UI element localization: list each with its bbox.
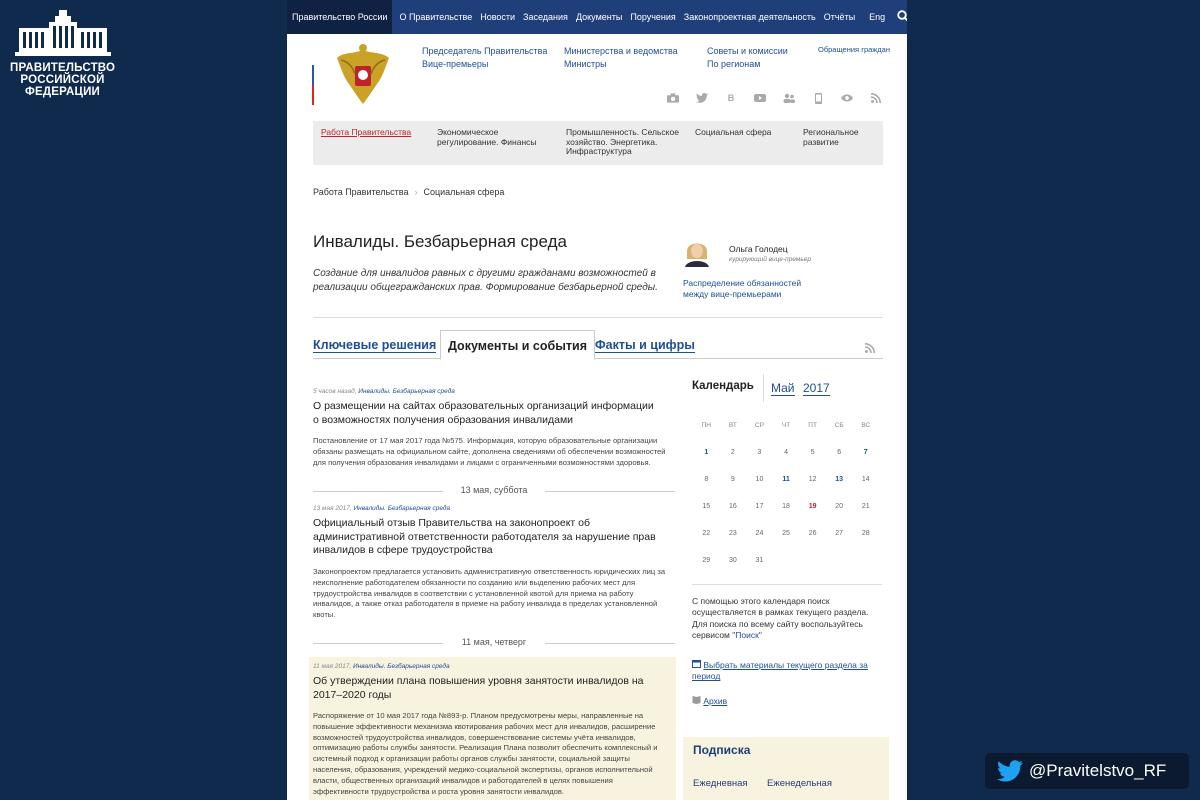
- news-meta: [313, 388, 455, 395]
- content-tabs: [313, 330, 883, 359]
- calendar-day[interactable]: 13: [835, 476, 844, 483]
- topnav-documents[interactable]: Документы: [575, 12, 623, 22]
- news-category-link[interactable]: Инвалиды. Безбарьерная среда: [353, 505, 451, 512]
- link-vice-premiers[interactable]: Вице-премьеры: [422, 59, 489, 69]
- calendar-day: 16: [728, 503, 737, 510]
- curator-role: курирующий вице-премьер: [729, 256, 811, 263]
- calendar-grid: [693, 422, 879, 584]
- camera-icon[interactable]: [667, 92, 679, 104]
- select-period-link[interactable]: [692, 659, 877, 683]
- subscribe-weekly[interactable]: Еженедельная: [767, 778, 832, 789]
- link-regions[interactable]: По регионам: [707, 59, 761, 69]
- calendar-weekday: ВТ: [728, 422, 737, 429]
- book-icon: [692, 695, 701, 704]
- news-meta: [313, 505, 450, 512]
- news-category-link[interactable]: Инвалиды. Безбарьерная среда: [358, 388, 455, 395]
- curator-name[interactable]: Ольга Голодец: [729, 244, 788, 254]
- community-icon[interactable]: [783, 92, 795, 104]
- calendar-day: 9: [730, 476, 735, 483]
- calendar-day: 27: [835, 530, 844, 537]
- calendar-week: [693, 449, 879, 476]
- link-ministers[interactable]: Министры: [564, 59, 607, 69]
- calendar-weekday: СР: [754, 422, 764, 429]
- rss-icon[interactable]: [865, 340, 875, 358]
- calendar-day: 24: [755, 530, 764, 537]
- coat-of-arms-icon: [335, 44, 391, 115]
- calendar-day: 21: [861, 503, 870, 510]
- subnav-industry[interactable]: Промышленность. Сельское хозяйство. Энергетика. Инфраструктура: [566, 127, 679, 156]
- news-summary: Законопроектом предлагается установить административную ответственность юридических лиц за неисполнение работодателем обязанности по созданию или выделению рабочих мест для трудоустройства инвалидов в соответствии с установленной квотой для приема на работу инвалидов, а также отказ работодателя в приеме на работу инвалида в пределах установленной квоты.: [313, 567, 666, 620]
- vk-icon[interactable]: В: [727, 93, 735, 103]
- social-icons: [667, 92, 882, 104]
- rss-icon[interactable]: [870, 92, 882, 104]
- calendar-day: 12: [808, 476, 817, 483]
- tab-facts-figures[interactable]: [595, 330, 695, 358]
- tab-key-decisions[interactable]: [313, 330, 436, 358]
- calendar-day: 22: [702, 530, 711, 537]
- calendar-day: [826, 557, 853, 584]
- calendar-month-select[interactable]: Май: [771, 381, 795, 395]
- calendar-week: [693, 530, 879, 557]
- calendar-day: 31: [755, 557, 764, 564]
- topnav-meetings[interactable]: Заседания: [523, 12, 568, 22]
- section-navigation: [313, 121, 883, 165]
- topnav-english[interactable]: Eng: [869, 12, 886, 22]
- date-separator-label: 11 мая, четверг: [461, 637, 527, 647]
- archive-link[interactable]: [692, 695, 727, 706]
- calendar-day: 30: [728, 557, 737, 564]
- subnav-regional[interactable]: Региональное развитие: [803, 127, 859, 147]
- calendar-day: 17: [755, 503, 764, 510]
- breadcrumb-level-2[interactable]: Социальная сфера: [423, 187, 505, 197]
- eye-icon[interactable]: [841, 92, 853, 104]
- topnav-reports[interactable]: Отчёты: [823, 12, 856, 22]
- logo-line-2: РОССИЙСКОЙ: [20, 74, 105, 86]
- news-date: 13 мая 2017,: [313, 505, 352, 512]
- date-separator: [313, 637, 675, 649]
- page-content: [287, 0, 907, 800]
- calendar-week: [693, 476, 879, 503]
- breadcrumb: [313, 187, 504, 197]
- calendar-day: 25: [782, 530, 790, 537]
- news-category-link[interactable]: Инвалиды. Безбарьерная среда: [352, 663, 450, 670]
- twitter-handle: @Pravitelstvo_RF: [1029, 761, 1167, 780]
- tab-documents-events-label: Документы и события: [448, 339, 587, 353]
- news-date: 11 мая 2017,: [313, 663, 352, 670]
- subnav-government-work[interactable]: Работа Правительства: [321, 127, 412, 137]
- subscription-title: Подписка: [693, 743, 751, 757]
- news-title-link[interactable]: О размещении на сайтах образовательных организаций информации о возможностях получения образования инвалидами: [313, 400, 654, 426]
- calendar-day: 3: [757, 449, 762, 456]
- calendar-day[interactable]: 1: [704, 449, 709, 456]
- calendar-day: 29: [702, 557, 711, 564]
- topnav-news[interactable]: Новости: [480, 12, 516, 22]
- calendar-day-today[interactable]: 19: [808, 503, 817, 510]
- calendar-day: 8: [704, 476, 709, 483]
- calendar-days: [693, 449, 879, 584]
- calendar-day: [852, 557, 879, 584]
- calendar-day: [799, 557, 826, 584]
- logo-line-3: ФЕДЕРАЦИИ: [24, 86, 101, 98]
- twitter-badge[interactable]: [985, 753, 1189, 789]
- page-lead: Создание для инвалидов равных с другими гражданами возможностей в реализации общегражданских прав. Формирование безбарьерной среды.: [313, 268, 658, 293]
- news-summary: Распоряжение от 10 мая 2017 года №893-р. Планом предусмотрены меры, направленные на повышение эффективности механизма квотирования рабочих мест для инвалидов, расширение возможностей трудоустройства инвалидов, совершенствование системы учёта инвалидов, оптимизацию работы службы занятости. Реализация Плана позволит обеспечить комплексный и системный подход к организации работы органов службы занятости, социальной защиты населения, образования, учреждений медико-социальной экспертизы, органов исполнительной власти, общественных организаций инвалидов и работодателей в целях повышения эффективности трудоустройства и роста уровня занятости инвалидов.: [313, 711, 658, 796]
- topnav-government[interactable]: Правительство России: [287, 0, 392, 34]
- calendar-day: 23: [728, 530, 737, 537]
- twitter-icon[interactable]: [696, 92, 708, 104]
- archive-label: Архив: [703, 696, 728, 706]
- logo-line-1: ПРАВИТЕЛЬСТВО: [10, 62, 116, 74]
- calendar-weekdays: [693, 422, 879, 449]
- divider: [763, 374, 764, 402]
- youtube-icon[interactable]: [754, 92, 766, 104]
- calendar-note-text: С помощью этого календаря поиск осуществляется в рамках текущего раздела. Для поиска по всему сайту воспользуйтесь сервисом: [692, 596, 869, 640]
- calendar-title: Календарь: [692, 380, 754, 392]
- calendar-day[interactable]: 11: [782, 476, 790, 483]
- news-title-link[interactable]: Об утверждении плана повышения уровня занятости инвалидов на 2017–2020 годы: [313, 675, 644, 701]
- calendar-icon: [692, 659, 701, 668]
- subscribe-daily[interactable]: Ежедневная: [693, 778, 748, 789]
- calendar-day: 5: [810, 449, 815, 456]
- calendar-week: [693, 503, 879, 530]
- calendar-day[interactable]: 7: [863, 449, 868, 456]
- calendar-day: 18: [782, 503, 790, 510]
- subnav-economy[interactable]: Экономическое регулирование. Финансы: [437, 127, 537, 147]
- calendar-weekday: ПН: [701, 422, 711, 429]
- tab-key-decisions-label: Ключевые решения: [313, 338, 437, 352]
- link-ministries[interactable]: Министерства и ведомства: [564, 46, 678, 56]
- breadcrumb-level-1[interactable]: Работа Правительства: [313, 187, 409, 197]
- divider: [692, 584, 882, 585]
- calendar-year-select[interactable]: 2017: [803, 381, 830, 395]
- subscription-box: [683, 737, 889, 800]
- news-title-link[interactable]: Официальный отзыв Правительства на законопроект об административной ответственности работодателя за нарушение прав инвалидов в сфере трудоустройства: [313, 517, 656, 556]
- news-meta: [313, 663, 450, 670]
- news-date: 5 часов назад,: [313, 388, 357, 395]
- link-councils[interactable]: Советы и комиссии: [707, 46, 788, 56]
- calendar-day: 20: [835, 503, 844, 510]
- search-service-link[interactable]: "Поиск": [732, 629, 762, 640]
- duties-distribution-link[interactable]: Распределение обязанностей между вице-премьерами: [683, 278, 802, 299]
- calendar-week: [693, 557, 879, 584]
- news-summary: Постановление от 17 мая 2017 года №575. Информация, которую образовательные организации обязаны размещать на официальном сайте, дополнена сведениями об обеспечении возможностей для получения образования инвалидами и лицами с ограниченными возможностями здоровья.: [313, 436, 666, 467]
- chevron-right-icon: ›: [414, 187, 418, 197]
- government-logo[interactable]: [10, 10, 115, 98]
- calendar-day: [773, 557, 800, 584]
- calendar-day: 2: [730, 449, 735, 456]
- tab-documents-events[interactable]: [440, 330, 595, 360]
- russian-flag-stripe: [312, 45, 314, 105]
- search-icon[interactable]: [897, 10, 907, 24]
- white-house-icon: [15, 10, 111, 56]
- calendar-weekday: СБ: [834, 422, 844, 429]
- calendar-weekday: ЧТ: [781, 422, 791, 429]
- topnav-legislation[interactable]: Законопроектная деятельность: [683, 12, 816, 22]
- topnav-instructions[interactable]: Поручения: [630, 12, 676, 22]
- twitter-bird-icon: [997, 760, 1023, 782]
- calendar-day: 4: [784, 449, 788, 456]
- calendar-weekday: ПТ: [808, 422, 817, 429]
- calendar-day: 28: [861, 530, 870, 537]
- select-period-label: Выбрать материалы текущего раздела за период: [692, 660, 868, 682]
- calendar-day: 10: [755, 476, 764, 483]
- link-chairman[interactable]: Председатель Правительства: [422, 46, 548, 56]
- divider: [313, 317, 883, 318]
- link-citizen-appeals[interactable]: Обращения граждан: [818, 45, 890, 54]
- calendar-day: 14: [861, 476, 870, 483]
- calendar-note: [692, 596, 877, 641]
- calendar-day: 6: [837, 449, 842, 456]
- topnav-about[interactable]: О Правительстве: [399, 12, 473, 22]
- date-separator: [313, 485, 675, 497]
- calendar-weekday: ВС: [861, 422, 871, 429]
- date-separator-label: 13 мая, суббота: [460, 485, 528, 495]
- calendar-day: 15: [702, 503, 711, 510]
- avatar[interactable]: [683, 237, 711, 267]
- calendar-day: 26: [808, 530, 817, 537]
- tab-facts-figures-label: Факты и цифры: [595, 338, 695, 352]
- mobile-icon[interactable]: [812, 92, 824, 104]
- subnav-social[interactable]: Социальная сфера: [695, 127, 772, 137]
- page-title: Инвалиды. Безбарьерная среда: [313, 232, 567, 251]
- top-navigation: [287, 0, 907, 34]
